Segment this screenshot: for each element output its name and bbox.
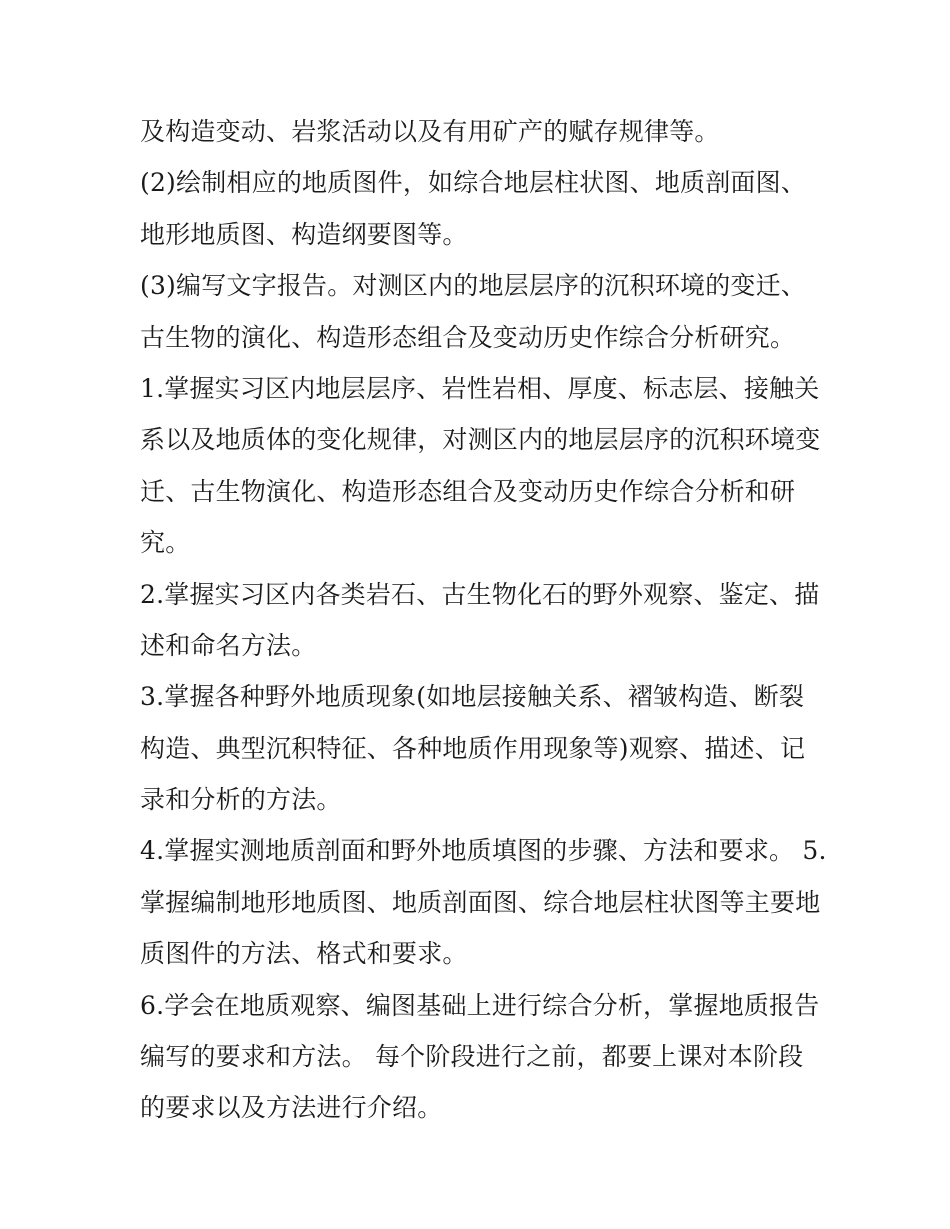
text-line: 究。 xyxy=(140,528,191,558)
text-line: 迁、古生物演化、构造形态组合及变动历史作综合分析和研 xyxy=(140,476,796,506)
text-line: 构造、典型沉积特征、各种地质作用现象等)观察、描述、记 xyxy=(140,733,806,763)
text-line: 2.掌握实习区内各类岩石、古生物化石的野外观察、鉴定、描 xyxy=(140,579,820,609)
text-line: 系以及地质体的变化规律，对测区内的地层层序的沉积环境变 xyxy=(140,425,821,455)
text-line: 及构造变动、岩浆活动以及有用矿产的赋存规律等。 xyxy=(140,117,720,146)
text-line: (3)编写文字报告。对测区内的地层层序的沉积环境的变迁、 xyxy=(140,271,807,301)
text-line: 质图件的方法、格式和要求。 xyxy=(140,939,468,969)
text-line: (2)绘制相应的地质图件，如综合地层柱状图、地质剖面图、 xyxy=(140,168,807,198)
text-line: 6.学会在地质观察、编图基础上进行综合分析，掌握地质报告 xyxy=(140,990,820,1020)
text-line: 地形地质图、构造纲要图等。 xyxy=(140,219,468,249)
document-body xyxy=(140,106,830,1134)
text-line: 1.掌握实习区内地层层序、岩性岩相、厚度、标志层、接触关 xyxy=(140,373,820,403)
text-line: 录和分析的方法。 xyxy=(140,785,342,815)
text-line: 古生物的演化、构造形态组合及变动历史作综合分析研究。 xyxy=(140,322,796,352)
text-line: 述和命名方法。 xyxy=(140,630,317,660)
text-line: 编写的要求和方法。 每个阶段进行之前，都要上课对本阶段 xyxy=(140,1042,804,1072)
text-line: 掌握编制地形地质图、地质剖面图、综合地层柱状图等主要地 xyxy=(140,887,821,917)
text-line: 3.掌握各种野外地质现象(如地层接触关系、褶皱构造、断裂 xyxy=(140,682,805,712)
text-line: 4.掌握实测地质剖面和野外地质填图的步骤、方法和要求。 5. xyxy=(140,836,827,866)
text-line: 的要求以及方法进行介绍。 xyxy=(140,1093,443,1123)
